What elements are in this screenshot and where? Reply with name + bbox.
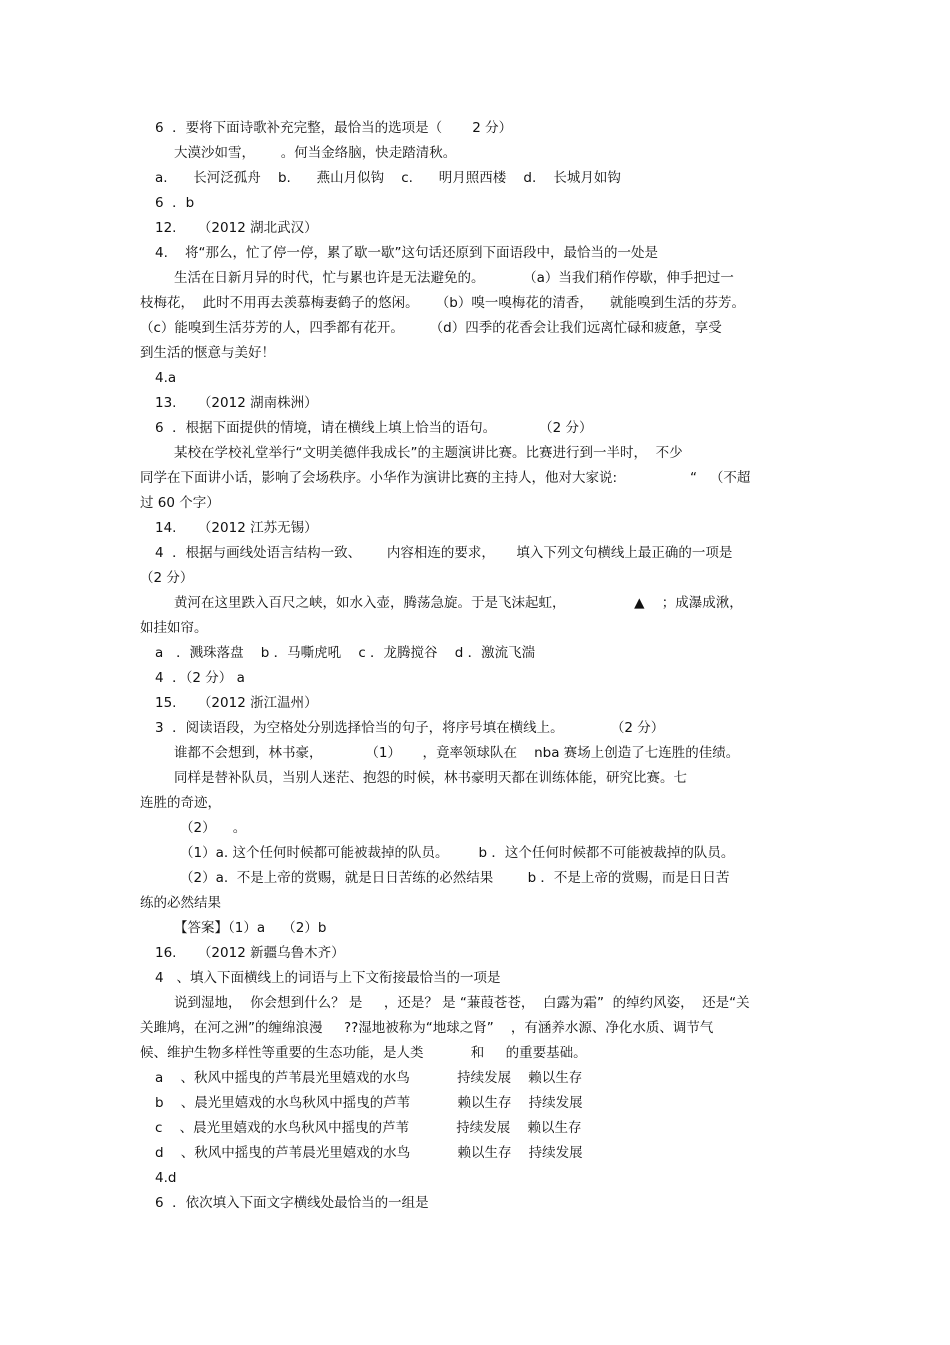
q6-situation-line: 过 60 个字）	[140, 495, 220, 511]
q6-poem-stem: 6 ．要将下面诗歌补充完整，最恰当的选项是（ 2 分）	[155, 120, 513, 136]
q6-situation-line: 同学在下面讲小话，影响了会场秩序。小华作为演讲比赛的主持人，他对大家说: “ （不超	[140, 470, 751, 486]
q4-wetland-passage: 候、维护生物多样性等重要的生态功能，是人类 和 的重要基础。	[140, 1045, 587, 1061]
q6-fill-stem: 6 ．依次填入下面文字横线处最恰当的一组是	[155, 1195, 429, 1211]
q4-wetland-passage: 说到湿地， 你会想到什么？ 是 ，还是？ 是 “蒹葭苍苍， 白露为霜” 的绰约风姿， 还是“关	[174, 995, 750, 1011]
q4-passage-line: 如挂如帘。	[140, 620, 208, 636]
q6-poem-line: 大漠沙如雪， 。何当金络脑，快走踏清秋。	[174, 145, 457, 161]
q4-options: a ．溅珠落盘 b ．马嘶虎吼 c ．龙腾搅谷 d ．激流飞湍	[155, 645, 536, 661]
q4-wetland-answer: 4.d	[155, 1170, 177, 1186]
q3-choices-2-cont: 练的必然结果	[140, 895, 221, 911]
q4-answer: 4.a	[155, 370, 177, 386]
q4-wetland-stem: 4 、填入下面横线上的词语与上下文衔接最恰当的一项是	[155, 970, 501, 986]
q4-passage-line: （c）能嗅到生活芬芳的人，四季都有花开。 （d）四季的花香会让我们远离忙碌和疲惫，享受	[140, 320, 722, 336]
section-15-heading: 15. （2012 浙江温州）	[155, 695, 318, 711]
q4-option-c: c 、晨光里嬉戏的水鸟秋风中摇曳的芦苇 持续发展 赖以生存	[155, 1120, 582, 1136]
q3-passage-line: 谁都不会想到，林书豪， （1） ，竟率领球队在 nba 赛场上创造了七连胜的佳绩。	[174, 745, 740, 761]
q6-situation-line: 某校在学校礼堂举行“文明美德伴我成长”的主题演讲比赛。比赛进行到一半时， 不少	[174, 445, 683, 461]
q3-stem: 3 ．阅读语段，为空格处分别选择恰当的句子，将序号填在横线上。 （2 分）	[155, 720, 665, 736]
q6-options: a. 长河泛孤舟 b. 燕山月似钩 c. 明月照西楼 d. 长城月如钩	[155, 170, 621, 186]
q6-situation-stem: 6 ．根据下面提供的情境，请在横线上填上恰当的语句。 （2 分）	[155, 420, 593, 436]
q6-answer: 6 ．b	[155, 195, 195, 211]
q4-structure-stem: 4 ．根据与画线处语言结构一致、 内容相连的要求， 填入下列文句横线上最正确的一项是	[155, 545, 733, 561]
q4-stem: 4. 将“那么，忙了停一停，累了歇一歇”这句话还原到下面语段中，最恰当的一处是	[155, 245, 659, 261]
q4-option-a: a 、秋风中摇曳的芦苇晨光里嬉戏的水鸟 持续发展 赖以生存	[155, 1070, 583, 1086]
q3-choices-2: （2）a. 不是上帝的赏赐，就是日日苦练的必然结果 b ．不是上帝的赏赐，而是日日苦	[180, 870, 730, 886]
q4-option-b: b 、晨光里嬉戏的水鸟秋风中摇曳的芦苇 赖以生存 持续发展	[155, 1095, 583, 1111]
section-16-heading: 16. （2012 新疆乌鲁木齐）	[155, 945, 345, 961]
section-13-heading: 13. （2012 湖南株洲）	[155, 395, 318, 411]
q4-passage-line: 生活在日新月异的时代，忙与累也许是无法避免的。 （a）当我们稍作停歇，伸手把过一	[174, 270, 734, 286]
q3-choices-1: （1）a. 这个任何时候都可能被裁掉的队员。 b ．这个任何时候都不可能被裁掉的队员。	[180, 845, 735, 861]
section-14-heading: 14. （2012 江苏无锡）	[155, 520, 318, 536]
q4-wetland-passage: 关雎鸠，在河之洲”的缠绵浪漫 ??湿地被称为“地球之肾” ，有涵养水源、净化水质、调节气	[140, 1020, 714, 1036]
q4-passage-line: 到生活的惬意与美好！	[140, 345, 275, 361]
q4-passage-line: 黄河在这里跌入百尺之峡，如水入壶，腾荡急旋。于是飞沫起虹， ▲ ；成瀑成湫，	[174, 595, 743, 611]
q3-passage-line: 连胜的奇迹，	[140, 795, 221, 811]
q4-option-d: d 、秋风中摇曳的芦苇晨光里嬉戏的水鸟 赖以生存 持续发展	[155, 1145, 583, 1161]
section-12-heading: 12. （2012 湖北武汉）	[155, 220, 318, 236]
q3-blank-2: （2） 。	[180, 820, 247, 836]
q3-answer: 【答案】（1）a （2）b	[174, 920, 327, 936]
q4-answer: 4 ．（2 分） a	[155, 670, 245, 686]
q3-passage-line: 同样是替补队员，当别人迷茫、抱怨的时候，林书豪明天都在训练体能，研究比赛。七	[174, 770, 687, 786]
q4-structure-stem-cont: （2 分）	[140, 570, 194, 586]
q4-passage-line: 枝梅花， 此时不用再去羡慕梅妻鹤子的悠闲。 （b）嗅一嗅梅花的清香， 就能嗅到生活的芬芳。	[140, 295, 745, 311]
